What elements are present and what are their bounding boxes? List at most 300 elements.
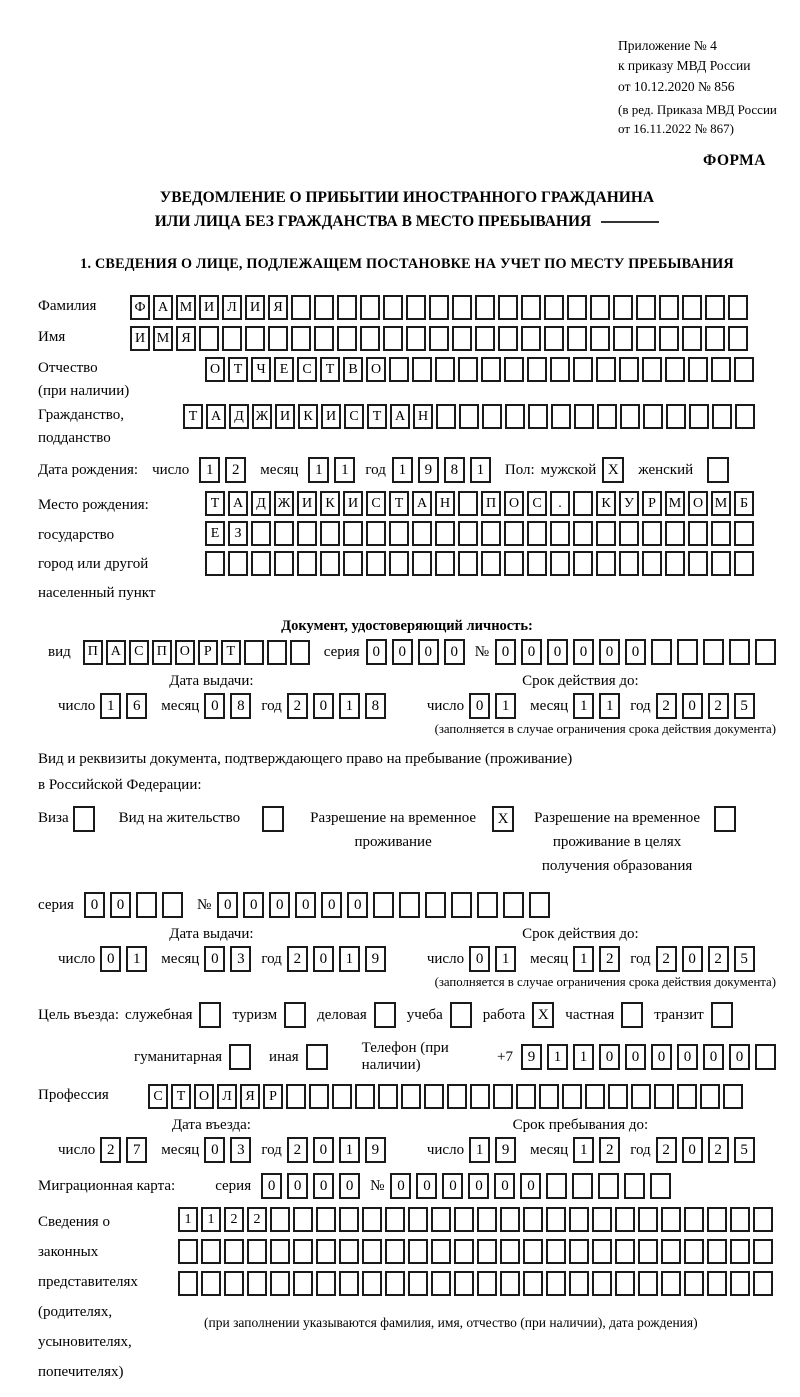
- form-cell[interactable]: 8: [365, 693, 386, 719]
- birthplace-cells-row2[interactable]: [205, 521, 754, 546]
- edu-permit-checkbox[interactable]: [714, 806, 736, 832]
- form-cell[interactable]: Р: [198, 640, 218, 665]
- purpose-option-checkbox[interactable]: [284, 1002, 306, 1028]
- stay-day[interactable]: [469, 1137, 516, 1163]
- form-cell[interactable]: [590, 326, 610, 351]
- form-cell[interactable]: [316, 1271, 336, 1296]
- residence-valid-day[interactable]: [469, 946, 516, 972]
- form-cell[interactable]: [293, 1207, 313, 1232]
- form-cell[interactable]: [429, 326, 449, 351]
- form-cell[interactable]: [527, 551, 547, 576]
- form-cell[interactable]: А: [206, 404, 226, 429]
- form-cell[interactable]: 2: [708, 1137, 729, 1163]
- form-cell[interactable]: Т: [205, 491, 225, 516]
- form-cell[interactable]: [711, 551, 731, 576]
- birthplace-cells-row3[interactable]: [205, 551, 754, 576]
- form-cell[interactable]: П: [481, 491, 501, 516]
- form-cell[interactable]: [424, 1084, 444, 1109]
- form-cell[interactable]: 1: [339, 693, 360, 719]
- form-cell[interactable]: [569, 1239, 589, 1264]
- form-cell[interactable]: [291, 326, 311, 351]
- form-cell[interactable]: 0: [599, 1044, 620, 1070]
- form-cell[interactable]: [573, 491, 593, 516]
- form-cell[interactable]: [458, 357, 478, 382]
- form-cell[interactable]: Т: [389, 491, 409, 516]
- form-cell[interactable]: 2: [247, 1207, 267, 1232]
- form-cell[interactable]: [723, 1084, 743, 1109]
- form-cell[interactable]: 0: [313, 1173, 334, 1199]
- form-cell[interactable]: 2: [708, 946, 729, 972]
- form-cell[interactable]: 2: [100, 1137, 121, 1163]
- form-cell[interactable]: О: [175, 640, 195, 665]
- form-cell[interactable]: [431, 1207, 451, 1232]
- form-cell[interactable]: [638, 1207, 658, 1232]
- form-cell[interactable]: [643, 404, 663, 429]
- form-cell[interactable]: [613, 326, 633, 351]
- form-cell[interactable]: [360, 326, 380, 351]
- form-cell[interactable]: [562, 1084, 582, 1109]
- entry-day[interactable]: [100, 1137, 147, 1163]
- form-cell[interactable]: 0: [703, 1044, 724, 1070]
- doc-number-cells[interactable]: [495, 639, 776, 665]
- form-cell[interactable]: [684, 1207, 704, 1232]
- form-cell[interactable]: 1: [339, 946, 360, 972]
- form-cell[interactable]: П: [152, 640, 172, 665]
- form-cell[interactable]: [527, 521, 547, 546]
- form-cell[interactable]: С: [366, 491, 386, 516]
- form-cell[interactable]: [316, 1207, 336, 1232]
- phone-cells[interactable]: [521, 1044, 776, 1070]
- form-cell[interactable]: [339, 1239, 359, 1264]
- form-cell[interactable]: [454, 1207, 474, 1232]
- visa-checkbox[interactable]: [73, 806, 95, 832]
- form-cell[interactable]: 0: [468, 1173, 489, 1199]
- birthplace-cells-row1[interactable]: [205, 491, 754, 516]
- form-cell[interactable]: Д: [251, 491, 271, 516]
- form-cell[interactable]: [539, 1084, 559, 1109]
- form-cell[interactable]: 5: [734, 1137, 755, 1163]
- form-cell[interactable]: И: [199, 295, 219, 320]
- form-cell[interactable]: 9: [365, 1137, 386, 1163]
- form-cell[interactable]: [477, 892, 498, 918]
- form-cell[interactable]: [613, 295, 633, 320]
- purpose-option-checkbox[interactable]: X: [532, 1002, 554, 1028]
- form-cell[interactable]: [546, 1173, 567, 1199]
- doc-valid-month[interactable]: [573, 693, 620, 719]
- form-cell[interactable]: [222, 326, 242, 351]
- form-cell[interactable]: [654, 1084, 674, 1109]
- form-cell[interactable]: [385, 1207, 405, 1232]
- form-cell[interactable]: [293, 1239, 313, 1264]
- form-cell[interactable]: [707, 1271, 727, 1296]
- form-cell[interactable]: [666, 404, 686, 429]
- name-cells[interactable]: [130, 326, 748, 351]
- form-cell[interactable]: А: [412, 491, 432, 516]
- form-cell[interactable]: 0: [339, 1173, 360, 1199]
- form-cell[interactable]: 1: [547, 1044, 568, 1070]
- purpose-option-checkbox[interactable]: [374, 1002, 396, 1028]
- form-cell[interactable]: 0: [243, 892, 264, 918]
- form-cell[interactable]: 2: [599, 1137, 620, 1163]
- form-cell[interactable]: Н: [413, 404, 433, 429]
- form-cell[interactable]: [451, 892, 472, 918]
- form-cell[interactable]: 3: [230, 1137, 251, 1163]
- form-cell[interactable]: 2: [656, 1137, 677, 1163]
- form-cell[interactable]: [707, 1239, 727, 1264]
- form-cell[interactable]: [360, 295, 380, 320]
- form-cell[interactable]: [504, 551, 524, 576]
- form-cell[interactable]: [199, 326, 219, 351]
- form-cell[interactable]: [412, 357, 432, 382]
- form-cell[interactable]: 0: [261, 1173, 282, 1199]
- form-cell[interactable]: [452, 295, 472, 320]
- form-cell[interactable]: [734, 357, 754, 382]
- form-cell[interactable]: [477, 1271, 497, 1296]
- form-cell[interactable]: 0: [520, 1173, 541, 1199]
- form-cell[interactable]: 2: [225, 457, 246, 483]
- form-cell[interactable]: 0: [677, 1044, 698, 1070]
- form-cell[interactable]: [436, 404, 456, 429]
- entry-month[interactable]: [204, 1137, 251, 1163]
- form-cell[interactable]: [482, 404, 502, 429]
- form-cell[interactable]: 0: [495, 639, 516, 665]
- doc-kind-cells[interactable]: [83, 640, 310, 665]
- form-cell[interactable]: [270, 1239, 290, 1264]
- form-cell[interactable]: [458, 491, 478, 516]
- form-cell[interactable]: [201, 1239, 221, 1264]
- form-cell[interactable]: [481, 521, 501, 546]
- form-cell[interactable]: [544, 326, 564, 351]
- form-cell[interactable]: [642, 521, 662, 546]
- form-cell[interactable]: 0: [217, 892, 238, 918]
- form-cell[interactable]: [730, 1207, 750, 1232]
- form-cell[interactable]: Е: [274, 357, 294, 382]
- form-cell[interactable]: [431, 1271, 451, 1296]
- form-cell[interactable]: 0: [469, 693, 490, 719]
- form-cell[interactable]: [523, 1239, 543, 1264]
- doc-valid-day[interactable]: [469, 693, 516, 719]
- form-cell[interactable]: 0: [469, 946, 490, 972]
- form-cell[interactable]: И: [275, 404, 295, 429]
- form-cell[interactable]: [458, 521, 478, 546]
- form-cell[interactable]: 0: [204, 693, 225, 719]
- form-cell[interactable]: [688, 521, 708, 546]
- birth-year-cells[interactable]: [392, 457, 491, 483]
- form-cell[interactable]: [734, 521, 754, 546]
- form-cell[interactable]: [688, 551, 708, 576]
- residence-permit-checkbox[interactable]: [262, 806, 284, 832]
- form-cell[interactable]: 0: [682, 1137, 703, 1163]
- form-cell[interactable]: [337, 295, 357, 320]
- form-cell[interactable]: [343, 521, 363, 546]
- purpose-option-checkbox[interactable]: [621, 1002, 643, 1028]
- form-cell[interactable]: [619, 521, 639, 546]
- form-cell[interactable]: [383, 326, 403, 351]
- form-cell[interactable]: [728, 326, 748, 351]
- form-cell[interactable]: Т: [183, 404, 203, 429]
- form-cell[interactable]: [619, 551, 639, 576]
- temp-permit-checkbox[interactable]: X: [492, 806, 514, 832]
- form-cell[interactable]: [642, 551, 662, 576]
- form-cell[interactable]: О: [205, 357, 225, 382]
- form-cell[interactable]: [500, 1239, 520, 1264]
- form-cell[interactable]: И: [343, 491, 363, 516]
- form-cell[interactable]: [481, 551, 501, 576]
- form-cell[interactable]: [504, 357, 524, 382]
- form-cell[interactable]: 0: [313, 1137, 334, 1163]
- form-cell[interactable]: 1: [100, 693, 121, 719]
- form-cell[interactable]: З: [228, 521, 248, 546]
- migration-card-series-cells[interactable]: [261, 1173, 360, 1199]
- form-cell[interactable]: А: [390, 404, 410, 429]
- form-cell[interactable]: 0: [347, 892, 368, 918]
- stay-year[interactable]: [656, 1137, 755, 1163]
- citizenship-cells[interactable]: [183, 404, 755, 429]
- form-cell[interactable]: М: [176, 295, 196, 320]
- form-cell[interactable]: Я: [268, 295, 288, 320]
- form-cell[interactable]: [551, 404, 571, 429]
- form-cell[interactable]: [247, 1239, 267, 1264]
- form-cell[interactable]: [268, 326, 288, 351]
- purpose-option-checkbox[interactable]: [229, 1044, 251, 1070]
- form-cell[interactable]: 0: [494, 1173, 515, 1199]
- form-cell[interactable]: [544, 295, 564, 320]
- form-cell[interactable]: С: [297, 357, 317, 382]
- form-cell[interactable]: [286, 1084, 306, 1109]
- form-cell[interactable]: 1: [495, 946, 516, 972]
- form-cell[interactable]: [408, 1239, 428, 1264]
- form-cell[interactable]: [408, 1207, 428, 1232]
- form-cell[interactable]: [136, 892, 157, 918]
- form-cell[interactable]: [688, 357, 708, 382]
- form-cell[interactable]: И: [245, 295, 265, 320]
- form-cell[interactable]: [389, 551, 409, 576]
- form-cell[interactable]: 0: [625, 639, 646, 665]
- form-cell[interactable]: [661, 1271, 681, 1296]
- form-cell[interactable]: [546, 1207, 566, 1232]
- form-cell[interactable]: [412, 551, 432, 576]
- form-cell[interactable]: Н: [435, 491, 455, 516]
- form-cell[interactable]: [573, 551, 593, 576]
- form-cell[interactable]: 0: [729, 1044, 750, 1070]
- form-cell[interactable]: 1: [470, 457, 491, 483]
- form-cell[interactable]: 1: [199, 457, 220, 483]
- form-cell[interactable]: [703, 639, 724, 665]
- form-cell[interactable]: Я: [240, 1084, 260, 1109]
- form-cell[interactable]: 1: [573, 946, 594, 972]
- form-cell[interactable]: [682, 326, 702, 351]
- form-cell[interactable]: 9: [521, 1044, 542, 1070]
- form-cell[interactable]: 3: [230, 946, 251, 972]
- entry-year[interactable]: [287, 1137, 386, 1163]
- form-cell[interactable]: [452, 326, 472, 351]
- form-cell[interactable]: [638, 1239, 658, 1264]
- form-cell[interactable]: [689, 404, 709, 429]
- form-cell[interactable]: [454, 1239, 474, 1264]
- form-cell[interactable]: С: [527, 491, 547, 516]
- form-cell[interactable]: [383, 295, 403, 320]
- form-cell[interactable]: 0: [392, 639, 413, 665]
- form-cell[interactable]: [624, 1173, 645, 1199]
- form-cell[interactable]: [592, 1239, 612, 1264]
- form-cell[interactable]: [274, 521, 294, 546]
- form-cell[interactable]: О: [366, 357, 386, 382]
- form-cell[interactable]: О: [688, 491, 708, 516]
- form-cell[interactable]: Л: [217, 1084, 237, 1109]
- form-cell[interactable]: 1: [178, 1207, 198, 1232]
- form-cell[interactable]: [477, 1207, 497, 1232]
- form-cell[interactable]: 6: [126, 693, 147, 719]
- form-cell[interactable]: [684, 1239, 704, 1264]
- form-cell[interactable]: [458, 551, 478, 576]
- birth-day-cells[interactable]: [199, 457, 246, 483]
- form-cell[interactable]: С: [148, 1084, 168, 1109]
- stay-month[interactable]: [573, 1137, 620, 1163]
- form-cell[interactable]: [406, 326, 426, 351]
- form-cell[interactable]: К: [596, 491, 616, 516]
- form-cell[interactable]: [734, 551, 754, 576]
- form-cell[interactable]: [665, 357, 685, 382]
- form-cell[interactable]: [224, 1239, 244, 1264]
- form-cell[interactable]: Д: [229, 404, 249, 429]
- form-cell[interactable]: [362, 1239, 382, 1264]
- form-cell[interactable]: 0: [625, 1044, 646, 1070]
- form-cell[interactable]: 1: [201, 1207, 221, 1232]
- form-cell[interactable]: С: [129, 640, 149, 665]
- form-cell[interactable]: [274, 551, 294, 576]
- form-cell[interactable]: [711, 357, 731, 382]
- form-cell[interactable]: 0: [100, 946, 121, 972]
- form-cell[interactable]: [201, 1271, 221, 1296]
- form-cell[interactable]: [493, 1084, 513, 1109]
- form-cell[interactable]: [297, 521, 317, 546]
- form-cell[interactable]: 1: [392, 457, 413, 483]
- form-cell[interactable]: Т: [221, 640, 241, 665]
- form-cell[interactable]: [503, 892, 524, 918]
- sex-male-checkbox[interactable]: X: [602, 457, 624, 483]
- form-cell[interactable]: [401, 1084, 421, 1109]
- form-cell[interactable]: [707, 1207, 727, 1232]
- form-cell[interactable]: [608, 1084, 628, 1109]
- form-cell[interactable]: Т: [320, 357, 340, 382]
- form-cell[interactable]: [636, 326, 656, 351]
- residence-valid-month[interactable]: [573, 946, 620, 972]
- form-cell[interactable]: [650, 1173, 671, 1199]
- residence-series-cells[interactable]: [84, 892, 183, 918]
- form-cell[interactable]: [291, 295, 311, 320]
- form-cell[interactable]: [205, 551, 225, 576]
- form-cell[interactable]: 9: [365, 946, 386, 972]
- representatives-cells-row1[interactable]: [178, 1207, 773, 1232]
- form-cell[interactable]: [659, 295, 679, 320]
- form-cell[interactable]: [475, 295, 495, 320]
- form-cell[interactable]: [651, 639, 672, 665]
- form-cell[interactable]: [631, 1084, 651, 1109]
- doc-series-cells[interactable]: [366, 639, 465, 665]
- form-cell[interactable]: 2: [656, 693, 677, 719]
- form-cell[interactable]: [498, 295, 518, 320]
- form-cell[interactable]: И: [130, 326, 150, 351]
- form-cell[interactable]: [597, 404, 617, 429]
- form-cell[interactable]: 0: [295, 892, 316, 918]
- form-cell[interactable]: [642, 357, 662, 382]
- form-cell[interactable]: Я: [176, 326, 196, 351]
- purpose-option-checkbox[interactable]: [711, 1002, 733, 1028]
- form-cell[interactable]: [314, 295, 334, 320]
- form-cell[interactable]: А: [106, 640, 126, 665]
- form-cell[interactable]: [251, 551, 271, 576]
- residence-issue-month[interactable]: [204, 946, 251, 972]
- form-cell[interactable]: [619, 357, 639, 382]
- form-cell[interactable]: [339, 1271, 359, 1296]
- form-cell[interactable]: [620, 404, 640, 429]
- form-cell[interactable]: 0: [651, 1044, 672, 1070]
- form-cell[interactable]: [244, 640, 264, 665]
- form-cell[interactable]: [362, 1271, 382, 1296]
- form-cell[interactable]: 0: [313, 946, 334, 972]
- form-cell[interactable]: 1: [308, 457, 329, 483]
- form-cell[interactable]: [267, 640, 287, 665]
- form-cell[interactable]: [684, 1271, 704, 1296]
- form-cell[interactable]: 0: [84, 892, 105, 918]
- form-cell[interactable]: [592, 1271, 612, 1296]
- form-cell[interactable]: 0: [110, 892, 131, 918]
- form-cell[interactable]: 2: [708, 693, 729, 719]
- form-cell[interactable]: [316, 1239, 336, 1264]
- form-cell[interactable]: [505, 404, 525, 429]
- form-cell[interactable]: [753, 1207, 773, 1232]
- form-cell[interactable]: С: [344, 404, 364, 429]
- form-cell[interactable]: [389, 521, 409, 546]
- form-cell[interactable]: [389, 357, 409, 382]
- form-cell[interactable]: 1: [573, 1044, 594, 1070]
- form-cell[interactable]: [297, 551, 317, 576]
- patronymic-cells[interactable]: [205, 357, 754, 382]
- form-cell[interactable]: [454, 1271, 474, 1296]
- form-cell[interactable]: Б: [734, 491, 754, 516]
- form-cell[interactable]: [447, 1084, 467, 1109]
- form-cell[interactable]: [677, 639, 698, 665]
- form-cell[interactable]: В: [343, 357, 363, 382]
- form-cell[interactable]: [755, 1044, 776, 1070]
- form-cell[interactable]: 8: [230, 693, 251, 719]
- doc-issue-month[interactable]: [204, 693, 251, 719]
- form-cell[interactable]: 0: [390, 1173, 411, 1199]
- form-cell[interactable]: 1: [339, 1137, 360, 1163]
- form-cell[interactable]: [481, 357, 501, 382]
- form-cell[interactable]: [753, 1271, 773, 1296]
- form-cell[interactable]: .: [550, 491, 570, 516]
- form-cell[interactable]: Ж: [274, 491, 294, 516]
- form-cell[interactable]: [730, 1271, 750, 1296]
- form-cell[interactable]: [406, 295, 426, 320]
- form-cell[interactable]: 0: [599, 639, 620, 665]
- form-cell[interactable]: [712, 404, 732, 429]
- form-cell[interactable]: [596, 357, 616, 382]
- purpose-option-checkbox[interactable]: [450, 1002, 472, 1028]
- form-cell[interactable]: [615, 1239, 635, 1264]
- form-cell[interactable]: 0: [287, 1173, 308, 1199]
- form-cell[interactable]: [590, 295, 610, 320]
- form-cell[interactable]: [585, 1084, 605, 1109]
- form-cell[interactable]: 1: [599, 693, 620, 719]
- form-cell[interactable]: [567, 326, 587, 351]
- form-cell[interactable]: Р: [263, 1084, 283, 1109]
- form-cell[interactable]: [528, 404, 548, 429]
- form-cell[interactable]: [527, 357, 547, 382]
- form-cell[interactable]: [337, 326, 357, 351]
- form-cell[interactable]: 0: [313, 693, 334, 719]
